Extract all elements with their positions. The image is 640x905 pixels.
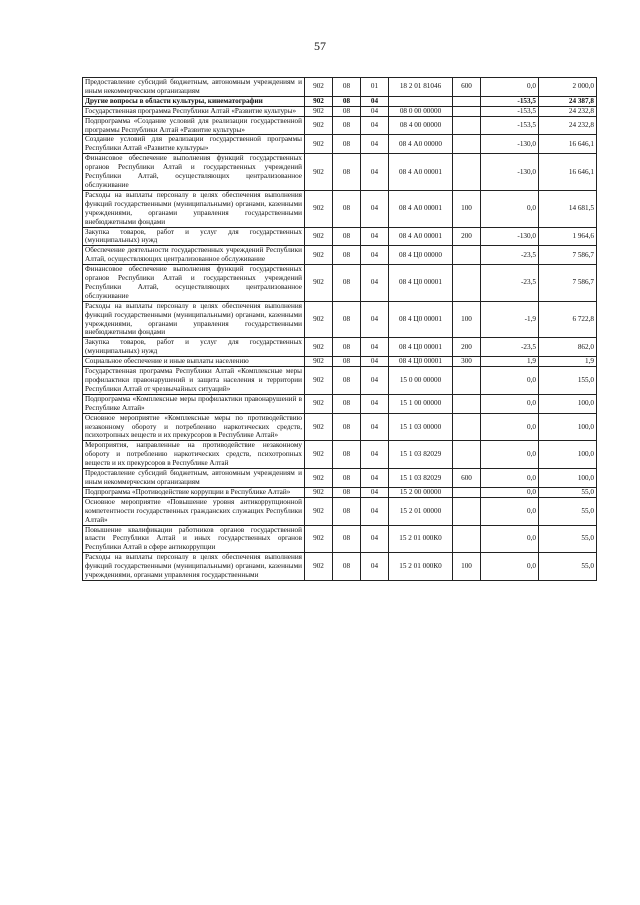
table-row [83,246,597,265]
total-amount-cell: 55,0 [539,553,597,581]
table-row [83,394,597,413]
target-article-cell: 18 2 01 81046 [389,78,453,97]
total-amount-cell: 55,0 [539,497,597,525]
expense-name-cell: Подпрограмма «Комплексные меры профилактики правонарушений в Республике Алтай» [83,394,305,413]
expense-name-cell: Предоставление субсидий бюджетным, автономным учреждениям и иным некоммерческим организациям [83,78,305,97]
change-amount-cell: -130,0 [481,154,539,191]
total-amount-cell: 862,0 [539,338,597,357]
subsection-code-cell: 04 [361,441,389,469]
section-code-cell: 08 [333,525,361,553]
expense-type-cell: 100 [453,553,481,581]
expense-name-cell: Финансовое обеспечение выполнения функций государственных органов Республики Алтай и государственных учреждений Республики Алтай, осуществляющих централизованное обслуживание [83,154,305,191]
admin-code-cell: 902 [305,265,333,302]
target-article-cell: 15 2 00 00000 [389,487,453,497]
table-row [83,301,597,338]
change-amount-cell: 0,0 [481,469,539,488]
total-amount-cell: 100,0 [539,469,597,488]
section-code-cell: 08 [333,338,361,357]
admin-code-cell: 902 [305,469,333,488]
admin-code-cell: 902 [305,413,333,441]
total-amount-cell: 155,0 [539,367,597,395]
expense-type-cell [453,413,481,441]
subsection-code-cell: 04 [361,413,389,441]
expense-name-cell: Основное мероприятие «Комплексные меры по противодействию незаконному обороту и потреблению наркотических средств, психотропных веществ и их прекурсоров в Республике Алтай» [83,413,305,441]
change-amount-cell: 1,9 [481,357,539,367]
section-code-cell: 08 [333,441,361,469]
admin-code-cell: 902 [305,116,333,135]
total-amount-cell: 14 681,5 [539,190,597,227]
change-amount-cell: 0,0 [481,394,539,413]
total-amount-cell: 100,0 [539,441,597,469]
change-amount-cell: -153,5 [481,96,539,106]
expense-name-cell: Создание условий для реализации государственной программы Республики Алтай «Развитие культуры» [83,135,305,154]
total-amount-cell: 100,0 [539,394,597,413]
expense-name-cell: Расходы на выплаты персоналу в целях обеспечения выполнения функций государственными (муниципальными) органами, казенными учреждениями, органами управления государственными [83,553,305,581]
target-article-cell: 08 4 00 00000 [389,116,453,135]
admin-code-cell: 902 [305,246,333,265]
target-article-cell: 08 4 Ц0 00001 [389,265,453,302]
admin-code-cell: 902 [305,96,333,106]
admin-code-cell: 902 [305,227,333,246]
subsection-code-cell: 01 [361,78,389,97]
section-code-cell: 08 [333,553,361,581]
subsection-code-cell: 04 [361,96,389,106]
subsection-code-cell: 04 [361,497,389,525]
admin-code-cell: 902 [305,487,333,497]
admin-code-cell: 902 [305,301,333,338]
table-row [83,441,597,469]
expense-type-cell [453,525,481,553]
total-amount-cell: 1,9 [539,357,597,367]
total-amount-cell: 16 646,1 [539,154,597,191]
admin-code-cell: 902 [305,357,333,367]
expense-type-cell [453,96,481,106]
subsection-code-cell: 04 [361,487,389,497]
admin-code-cell: 902 [305,190,333,227]
target-article-cell: 08 4 А0 00001 [389,227,453,246]
expense-type-cell [453,394,481,413]
table-row [83,135,597,154]
target-article-cell: 08 4 Ц0 00001 [389,357,453,367]
section-code-cell: 08 [333,265,361,302]
change-amount-cell: 0,0 [481,190,539,227]
target-article-cell: 15 2 01 00000 [389,497,453,525]
admin-code-cell: 902 [305,78,333,97]
change-amount-cell: -130,0 [481,227,539,246]
expense-type-cell: 200 [453,227,481,246]
target-article-cell: 08 0 00 00000 [389,106,453,116]
section-code-cell: 08 [333,116,361,135]
total-amount-cell: 24 387,8 [539,96,597,106]
table-row [83,116,597,135]
expense-type-cell [453,135,481,154]
subsection-code-cell: 04 [361,154,389,191]
table-row [83,525,597,553]
table-row [83,367,597,395]
expense-type-cell [453,265,481,302]
total-amount-cell: 7 586,7 [539,265,597,302]
change-amount-cell: -23,5 [481,338,539,357]
page-number: 57 [314,39,326,53]
target-article-cell: 15 1 03 82029 [389,441,453,469]
change-amount-cell: 0,0 [481,487,539,497]
section-code-cell: 08 [333,154,361,191]
target-article-cell: 08 4 А0 00001 [389,154,453,191]
change-amount-cell: 0,0 [481,497,539,525]
total-amount-cell: 2 000,0 [539,78,597,97]
total-amount-cell: 16 646,1 [539,135,597,154]
target-article-cell: 15 1 03 82029 [389,469,453,488]
target-article-cell: 15 2 01 000К0 [389,525,453,553]
section-code-cell: 08 [333,78,361,97]
expense-name-cell: Расходы на выплаты персоналу в целях обеспечения выполнения функций государственными (муниципальными) органами, казенными учреждениями, органами управления государственными внебюджетными фондами [83,301,305,338]
expense-name-cell: Подпрограмма «Противодействие коррупции в Республике Алтай» [83,487,305,497]
admin-code-cell: 902 [305,135,333,154]
admin-code-cell: 902 [305,106,333,116]
change-amount-cell: 0,0 [481,78,539,97]
expense-type-cell [453,487,481,497]
total-amount-cell: 55,0 [539,525,597,553]
section-code-cell: 08 [333,357,361,367]
expense-type-cell [453,367,481,395]
target-article-cell: 08 4 А0 00001 [389,190,453,227]
total-amount-cell: 24 232,8 [539,106,597,116]
total-amount-cell: 1 964,6 [539,227,597,246]
subsection-code-cell: 04 [361,190,389,227]
expense-name-cell: Предоставление субсидий бюджетным, автономным учреждениям и иным некоммерческим организациям [83,469,305,488]
section-code-cell: 08 [333,227,361,246]
subsection-code-cell: 04 [361,106,389,116]
budget-table-body [83,78,597,581]
table-row [83,487,597,497]
target-article-cell [389,96,453,106]
section-code-cell: 08 [333,497,361,525]
expense-type-cell: 200 [453,338,481,357]
expense-type-cell [453,246,481,265]
section-code-cell: 08 [333,487,361,497]
subsection-code-cell: 04 [361,367,389,395]
section-code-cell: 08 [333,96,361,106]
table-row [83,227,597,246]
total-amount-cell: 100,0 [539,413,597,441]
expense-name-cell: Государственная программа Республики Алтай «Комплексные меры профилактики правонарушений и защита населения и территории Республики Алтай от чрезвычайных ситуаций» [83,367,305,395]
admin-code-cell: 902 [305,497,333,525]
expense-name-cell: Социальное обеспечение и иные выплаты населению [83,357,305,367]
subsection-code-cell: 04 [361,469,389,488]
table-row [83,78,597,97]
total-amount-cell: 7 586,7 [539,246,597,265]
change-amount-cell: -130,0 [481,135,539,154]
expense-name-cell: Государственная программа Республики Алтай «Развитие культуры» [83,106,305,116]
admin-code-cell: 902 [305,441,333,469]
expense-type-cell: 600 [453,78,481,97]
section-code-cell: 08 [333,413,361,441]
section-code-cell: 08 [333,246,361,265]
total-amount-cell: 6 722,8 [539,301,597,338]
subsection-code-cell: 04 [361,246,389,265]
section-code-cell: 08 [333,135,361,154]
table-row [83,96,597,106]
expense-name-cell: Расходы на выплаты персоналу в целях обеспечения выполнения функций государственными (муниципальными) органами, казенными учреждениями, органами управления государственными внебюджетными фондами [83,190,305,227]
target-article-cell: 15 0 00 00000 [389,367,453,395]
budget-table [82,77,597,581]
expense-type-cell [453,497,481,525]
expense-type-cell: 100 [453,190,481,227]
admin-code-cell: 902 [305,154,333,191]
subsection-code-cell: 04 [361,525,389,553]
expense-type-cell [453,154,481,191]
subsection-code-cell: 04 [361,301,389,338]
total-amount-cell: 55,0 [539,487,597,497]
target-article-cell: 15 2 01 000К0 [389,553,453,581]
target-article-cell: 08 4 Ц0 00001 [389,301,453,338]
expense-name-cell: Другие вопросы в области культуры, кинематографии [83,96,305,106]
subsection-code-cell: 04 [361,553,389,581]
admin-code-cell: 902 [305,525,333,553]
target-article-cell: 08 4 Ц0 00001 [389,338,453,357]
admin-code-cell: 902 [305,338,333,357]
table-row [83,469,597,488]
change-amount-cell: 0,0 [481,367,539,395]
expense-name-cell: Финансовое обеспечение выполнения функций государственных органов Республики Алтай и государственных учреждений Республики Алтай, осуществляющих централизованное обслуживание [83,265,305,302]
expense-name-cell: Обеспечение деятельности государственных учреждений Республики Алтай, осуществляющих централизованное обслуживание [83,246,305,265]
table-row [83,357,597,367]
expense-name-cell: Мероприятия, направленные на противодействие незаконному обороту и потреблению наркотических средств, психотропных веществ и их прекурсоров в Республике Алтай [83,441,305,469]
subsection-code-cell: 04 [361,135,389,154]
section-code-cell: 08 [333,367,361,395]
subsection-code-cell: 04 [361,338,389,357]
section-code-cell: 08 [333,106,361,116]
table-row [83,265,597,302]
table-row [83,338,597,357]
subsection-code-cell: 04 [361,357,389,367]
table-row [83,154,597,191]
table-row [83,553,597,581]
subsection-code-cell: 04 [361,227,389,246]
expense-type-cell [453,116,481,135]
change-amount-cell: 0,0 [481,413,539,441]
table-row [83,497,597,525]
change-amount-cell: 0,0 [481,525,539,553]
change-amount-cell: -23,5 [481,265,539,302]
expense-type-cell [453,441,481,469]
admin-code-cell: 902 [305,394,333,413]
table-row [83,413,597,441]
expense-type-cell: 600 [453,469,481,488]
total-amount-cell: 24 232,8 [539,116,597,135]
section-code-cell: 08 [333,301,361,338]
target-article-cell: 08 4 Ц0 00000 [389,246,453,265]
expense-name-cell: Закупка товаров, работ и услуг для государственных (муниципальных) нужд [83,227,305,246]
target-article-cell: 15 1 03 00000 [389,413,453,441]
expense-type-cell [453,106,481,116]
change-amount-cell: -153,5 [481,106,539,116]
expense-type-cell: 300 [453,357,481,367]
subsection-code-cell: 04 [361,394,389,413]
change-amount-cell: -23,5 [481,246,539,265]
section-code-cell: 08 [333,394,361,413]
expense-name-cell: Основное мероприятие «Повышение уровня антикоррупционной компетентности государственных гражданских служащих Республики Алтай» [83,497,305,525]
subsection-code-cell: 04 [361,265,389,302]
change-amount-cell: 0,0 [481,441,539,469]
expense-name-cell: Повышение квалификации работников органов государственной власти Республики Алтай и иных государственных органов Республики Алтай в сфере антикоррупции [83,525,305,553]
expense-name-cell: Подпрограмма «Создание условий для реализации государственной программы Республики Алтай «Развитие культуры» [83,116,305,135]
expense-name-cell: Закупка товаров, работ и услуг для государственных (муниципальных) нужд [83,338,305,357]
subsection-code-cell: 04 [361,116,389,135]
admin-code-cell: 902 [305,367,333,395]
change-amount-cell: -1,9 [481,301,539,338]
admin-code-cell: 902 [305,553,333,581]
change-amount-cell: -153,5 [481,116,539,135]
section-code-cell: 08 [333,469,361,488]
section-code-cell: 08 [333,190,361,227]
table-row [83,190,597,227]
target-article-cell: 15 1 00 00000 [389,394,453,413]
target-article-cell: 08 4 А0 00000 [389,135,453,154]
table-row [83,106,597,116]
expense-type-cell: 100 [453,301,481,338]
change-amount-cell: 0,0 [481,553,539,581]
